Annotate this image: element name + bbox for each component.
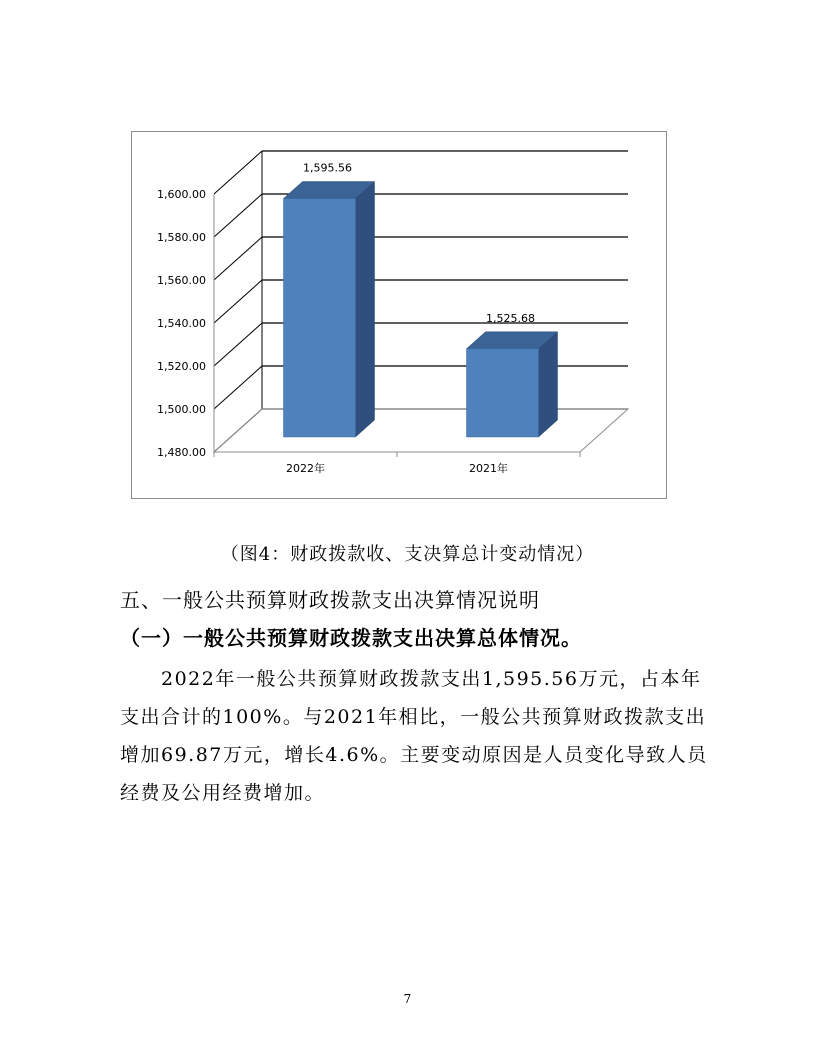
- data-label: 1,525.68: [486, 311, 535, 325]
- y-tick-label: 1,540.00: [157, 317, 206, 330]
- y-tick-label: 1,560.00: [157, 274, 206, 287]
- y-tick-label: 1,520.00: [157, 360, 206, 373]
- gridline-side: [214, 366, 262, 409]
- paragraph-line: 2022年一般公共预算财政拨款支出1,595.56万元，占本年: [120, 668, 702, 690]
- gridline-side: [214, 151, 262, 194]
- x-tick-label: 2022年: [286, 462, 325, 475]
- bar-side: [356, 182, 375, 437]
- body-paragraph: [120, 660, 708, 812]
- chart-floor: [214, 409, 628, 452]
- gridline-side: [214, 280, 262, 323]
- x-tick-label: 2021年: [469, 462, 508, 475]
- paragraph-line: 支出合计的100%。与2021年相比，一般公共预算财政拨款支出: [120, 706, 707, 728]
- bar: [284, 199, 356, 437]
- data-label: 1,595.56: [303, 161, 352, 175]
- gridline-side: [214, 194, 262, 237]
- paragraph-line: 经费及公用经费增加。: [120, 782, 326, 804]
- bar-chart: [131, 131, 667, 499]
- y-tick-label: 1,500.00: [157, 403, 206, 416]
- bar: [467, 349, 539, 437]
- figure-caption: （图4：财政拨款收、支决算总计变动情况）: [220, 544, 595, 565]
- page-number: 7: [403, 992, 412, 1006]
- paragraph-line: 增加69.87万元，增长4.6%。主要变动原因是人员变化导致人员: [120, 744, 708, 766]
- subsection-heading: （一）一般公共预算财政拨款支出决算总体情况。: [120, 626, 582, 650]
- bar-side: [539, 332, 558, 437]
- gridline-side: [214, 323, 262, 366]
- gridline-side: [214, 237, 262, 280]
- chart-canvas: [132, 132, 666, 498]
- section-heading: 五、一般公共预算财政拨款支出决算情况说明: [120, 588, 540, 612]
- y-tick-label: 1,480.00: [157, 446, 206, 459]
- y-tick-label: 1,580.00: [157, 231, 206, 244]
- y-tick-label: 1,600.00: [157, 188, 206, 201]
